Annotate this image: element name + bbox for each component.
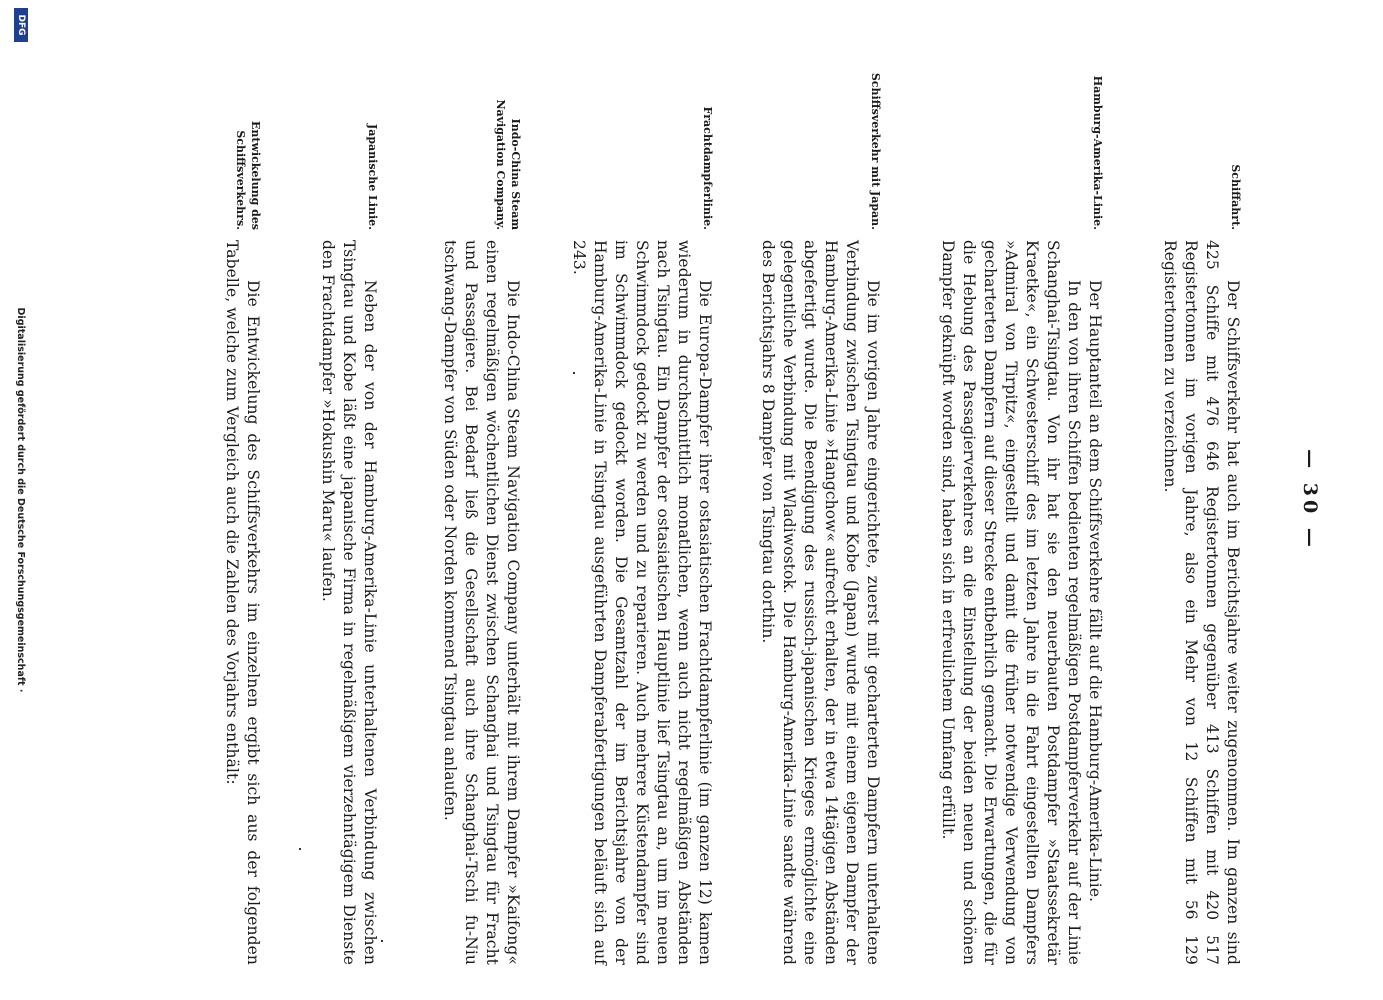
margin-note: Japanische Linie.	[366, 124, 379, 230]
scan-speck	[381, 940, 383, 942]
paragraph: Neben der von der Hamburg-Amerika-Linie unterhaltenen Verbindung zwischen Tsingtau und Kobe läßt eine japanische Firma in regelmäßigem vierzehntägigem Dienste den Frachtdampfer »Hokushin Maru« laufen.	[319, 240, 379, 965]
margin-note: Entwickelung des Schiffsverkehrs.	[234, 120, 262, 230]
section-body	[757, 240, 883, 965]
margin-note: Schiffsverkehr mit Japan.	[869, 72, 882, 230]
paragraph: Die im vorigen Jahre eingerichtete, zuerst mit gecharterten Dampfern unterhaltene Verbindung zwischen Tsingtau und Kobe (Japan) wurde mit einem eigenen Dampfer der Hamburg-Amerika-Linie »Hangchow« aufrecht erhalten, der in etwa 14tägigen Abständen abgefertigt wurde. Die Beendigung des russisch-japanischen Krieges ermöglichte eine gelegentliche Verbindung mit Wladiwostok. Die Hamburg-Amerika-Linie sandte während des Berichtsjahrs 8 Dampfer von Tsingtau dorthin.	[759, 240, 882, 965]
margin-note: Indo-China Steam Navigation Company.	[494, 99, 522, 230]
section-body	[568, 240, 715, 965]
paragraph: Der Schiffsverkehr hat auch im Berichtsjahre weiter zugenommen. Im ganzen sind 425 Schiffe mit 476 646 Registertonnen gegenüber 413 Schiffen mit 420 517 Registertonnen im vorigen Jahre, also ein Mehr von 12 Schiffen mit 56 129 Registertonnen zu verzeichnen.	[1161, 240, 1242, 965]
section-body	[937, 240, 1105, 965]
paragraph: Die Europa-Dampfer ihrer ostasiatischen Frachtdampferlinie (im ganzen 12) kamen wiederum in durchschnittlich monatlichen, wenn auch nicht regelmäßigen Abständen nach Tsingtau. Ein Dampfer der ostasiatischen Hauptlinie lief Tsingtau an, um im neuen Schwimmdock gedockt zu werden und zu reparieren. Auch mehrere Küstendampfer sind im Schwimmdock gedockt worden. Die Gesamtzahl der im Berichtsjahre von der Hamburg-Amerika-Linie in Tsingtau ausgeführten Dampferabfertigungen beläuft sich auf 243.	[570, 240, 714, 965]
section-body	[439, 240, 523, 965]
page-number: — 30 —	[1299, 449, 1321, 551]
section-body	[1159, 240, 1243, 965]
paragraph: Die Entwickelung des Schiffsverkehrs im einzelnen ergibt sich aus der folgenden Tabelle, welche zum Vergleich auch die Zahlen des Vorjahrs enthält:	[223, 240, 262, 965]
margin-note: Schiffahrt.	[1229, 164, 1242, 230]
scan-speck	[573, 372, 575, 374]
paragraph: In den von ihren Schiffen bedienten regelmäßigen Postdampferverkehr auf der Linie Schanghai-Tsingtau. Von ihr hat sie den neuerbauten Postdampfer »Staatssekretär Kraetke«, ein Schwesterschiff des im letzten Jahre in die Fahrt eingestellten Dampfers »Admiral von Tirpitz«, eingestellt und damit die früher notwendige Verwendung von gecharterten Dampfern auf dieser Strecke entbehrlich gemacht. Die Erwartungen, die für die Hebung des Passagierverkehres an die Einstellung der beiden neuen und schönen Dampfer geknüpft worden sind, haben sich in erfreulichem Umfang erfüllt.	[939, 240, 1083, 965]
paragraph: Die Indo-China Steam Navigation Company unterhält mit ihrem Dampfer »Kaifong« einen regelmäßigen wöchentlichen Dienst zwischen Schanghai und Tsingtau für Fracht und Passagiere. Bei Bedarf ließ die Gesellschaft auch ihre Schanghai-Tschi fu-Niu tschwang-Dampfer von Süden oder Norden kommend Tsingtau anlaufen.	[441, 240, 522, 965]
dfg-logo: DFG	[14, 8, 28, 42]
scan-speck	[299, 848, 301, 850]
paragraph: Der Hauptanteil an dem Schiffsverkehre fällt auf die Hamburg-Amerika-Linie.	[1086, 280, 1104, 903]
margin-note: Frachtdampferlinie.	[701, 106, 714, 230]
digitization-credit: Digitalisierung gefördert durch die Deutsche Forschungsgemeinschaft ·	[15, 307, 26, 693]
section-body	[221, 240, 263, 965]
margin-note: Hamburg-Amerika-Linie.	[1091, 75, 1104, 230]
section-body	[317, 240, 380, 965]
